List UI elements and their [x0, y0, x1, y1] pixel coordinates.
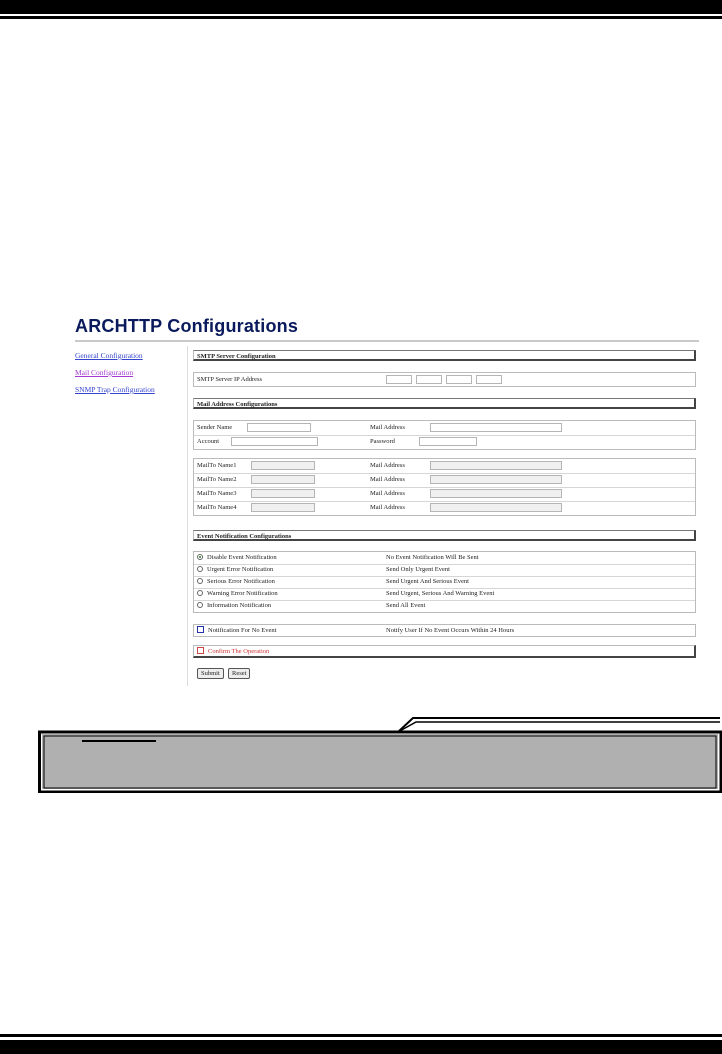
footer-rule — [0, 1034, 722, 1037]
account-label: Account — [197, 438, 220, 445]
event-option-label: Serious Error Notification — [207, 578, 275, 585]
mailto-name1-label: MailTo Name1 — [197, 462, 237, 469]
no-event-desc: Notify User If No Event Occurs Within 24 Hours — [386, 627, 515, 634]
mailto-addr2-label: Mail Address — [370, 476, 405, 483]
mailto-name4-input[interactable] — [251, 503, 315, 512]
event-option-desc: Send Urgent And Serious Event — [386, 578, 469, 585]
event-options-box — [193, 551, 696, 613]
mailto-addr2-input[interactable] — [430, 475, 562, 484]
event-option-urgent[interactable] — [197, 565, 273, 575]
page-title: ARCHTTP Configurations — [75, 316, 299, 336]
header-rule — [0, 16, 722, 19]
radio-icon[interactable] — [197, 602, 203, 608]
event-option-desc: Send All Event — [386, 602, 426, 609]
row-divider — [194, 473, 695, 474]
mailto-name2-label: MailTo Name2 — [197, 476, 237, 483]
smtp-ip-octet-2[interactable] — [416, 375, 442, 384]
event-option-label: Warning Error Notification — [207, 590, 278, 597]
smtp-ip-octet-4[interactable] — [476, 375, 502, 384]
event-section-header: Event Notification Configurations — [193, 530, 696, 541]
event-option-desc: No Event Notification Will Be Sent — [386, 554, 479, 561]
title-divider — [75, 340, 699, 342]
nav-snmp-trap-configuration[interactable]: SNMP Trap Configuration — [75, 385, 155, 394]
submit-button[interactable]: Submit — [197, 668, 224, 679]
no-event-notification[interactable] — [197, 626, 276, 636]
radio-icon[interactable] — [197, 578, 203, 584]
mailto-addr3-label: Mail Address — [370, 490, 405, 497]
radio-icon[interactable] — [197, 554, 203, 560]
mailto-name1-input[interactable] — [251, 461, 315, 470]
confirm-operation[interactable] — [197, 647, 269, 657]
mailto-name3-input[interactable] — [251, 489, 315, 498]
confirm-label: Confirm The Operation — [208, 648, 270, 655]
event-option-disable[interactable] — [197, 553, 277, 563]
smtp-ip-octet-1[interactable] — [386, 375, 412, 384]
event-option-label: Information Notification — [207, 602, 272, 609]
no-event-label: Notification For No Event — [208, 627, 277, 634]
event-option-desc: Send Only Urgent Event — [386, 566, 450, 573]
mailto-addr3-input[interactable] — [430, 489, 562, 498]
sender-name-label: Sender Name — [197, 424, 233, 431]
event-option-desc: Send Urgent, Serious And Warning Event — [386, 590, 495, 597]
event-option-warning[interactable] — [197, 589, 278, 599]
event-option-information[interactable] — [197, 601, 271, 611]
radio-icon[interactable] — [197, 566, 203, 572]
smtp-box — [193, 372, 696, 387]
sender-name-input[interactable] — [247, 423, 311, 432]
sender-mail-address-label: Mail Address — [370, 424, 405, 431]
mailto-addr4-label: Mail Address — [370, 504, 405, 511]
row-divider — [194, 487, 695, 488]
event-option-label: Urgent Error Notification — [207, 566, 274, 573]
config-panel — [187, 346, 696, 686]
no-event-box — [193, 624, 696, 637]
nav-general-configuration[interactable]: General Configuration — [75, 351, 143, 360]
note-frame — [38, 714, 722, 793]
note-heading-underline — [82, 740, 156, 742]
radio-icon[interactable] — [197, 590, 203, 596]
mailto-name4-label: MailTo Name4 — [197, 504, 237, 511]
mailto-addr1-input[interactable] — [430, 461, 562, 470]
checkbox-icon[interactable] — [197, 626, 204, 633]
confirm-box — [193, 645, 696, 658]
smtp-section-header: SMTP Server Configuration — [193, 350, 696, 361]
header-bar — [0, 0, 722, 14]
sender-mail-address-input[interactable] — [430, 423, 562, 432]
footer-bar — [0, 1040, 722, 1054]
mailto-box — [193, 458, 696, 516]
event-option-serious[interactable] — [197, 577, 275, 587]
nav-mail-configuration[interactable]: Mail Configuration — [75, 368, 134, 377]
reset-button[interactable]: Reset — [228, 668, 250, 679]
row-divider — [194, 435, 695, 436]
password-label: Password — [370, 438, 395, 445]
smtp-ip-label: SMTP Server IP Address — [197, 376, 263, 383]
mail-sender-box — [193, 420, 696, 450]
mailto-name2-input[interactable] — [251, 475, 315, 484]
smtp-ip-octet-3[interactable] — [446, 375, 472, 384]
event-option-label: Disable Event Notification — [207, 554, 277, 561]
mailto-addr1-label: Mail Address — [370, 462, 405, 469]
sidebar-nav — [75, 351, 175, 402]
mailto-name3-label: MailTo Name3 — [197, 490, 237, 497]
account-input[interactable] — [231, 437, 318, 446]
checkbox-icon[interactable] — [197, 647, 204, 654]
mailto-addr4-input[interactable] — [430, 503, 562, 512]
mail-section-header: Mail Address Configurations — [193, 398, 696, 409]
row-divider — [194, 501, 695, 502]
password-input[interactable] — [419, 437, 477, 446]
